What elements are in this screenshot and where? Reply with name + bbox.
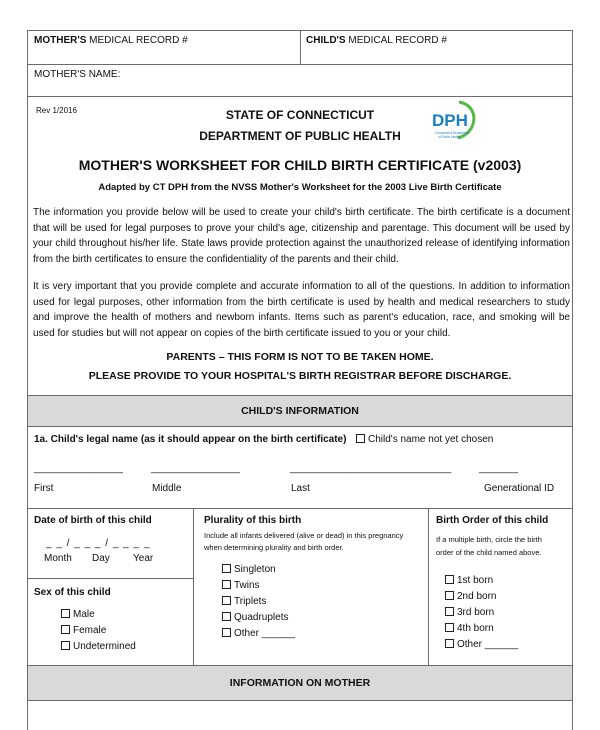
childs-record-bold: CHILD'S bbox=[306, 35, 346, 46]
notice-line-2: PLEASE PROVIDE TO YOUR HOSPITAL'S BIRTH REGISTRAR BEFORE DISCHARGE. bbox=[88, 370, 512, 382]
last-label: Last bbox=[291, 483, 310, 494]
birth-order-note-2: order of the child named above. bbox=[436, 548, 542, 557]
birth-order-option-4th[interactable] bbox=[445, 623, 494, 634]
form-subtitle: Adapted by CT DPH from the NVSS Mother's Worksheet for the 2003 Live Birth Certificate bbox=[98, 182, 502, 193]
checkbox-icon[interactable] bbox=[222, 596, 231, 605]
svg-text:of Public Health: of Public Health bbox=[438, 135, 461, 139]
mother-header-bottom bbox=[27, 700, 573, 701]
checkbox-icon[interactable] bbox=[222, 564, 231, 573]
mothers-name-line bbox=[27, 96, 573, 97]
plurality-option-quadruplets[interactable] bbox=[222, 612, 288, 623]
dph-logo-text: DPH bbox=[432, 111, 468, 130]
sex-label: Sex of this child bbox=[34, 587, 111, 598]
dph-logo-icon bbox=[429, 100, 477, 144]
middle-label: Middle bbox=[152, 483, 182, 494]
plurality-option-label: Other ______ bbox=[234, 628, 296, 639]
dob-label: Date of birth of this child bbox=[34, 515, 152, 526]
state-title: STATE OF CONNECTICUT bbox=[225, 108, 375, 122]
sex-option-male[interactable] bbox=[61, 609, 95, 620]
birth-order-note-1: If a multiple birth, circle the birth bbox=[436, 535, 542, 544]
checkbox-icon[interactable] bbox=[445, 607, 454, 616]
mothers-medical-record-field[interactable] bbox=[34, 35, 188, 46]
svg-text:Connecticut Department: Connecticut Department bbox=[435, 131, 470, 135]
checkbox-icon[interactable] bbox=[445, 623, 454, 632]
checkbox-icon[interactable] bbox=[61, 625, 70, 634]
birth-order-option-2nd[interactable] bbox=[445, 591, 496, 602]
mothers-name-field[interactable]: MOTHER'S NAME: bbox=[34, 69, 121, 80]
checkbox-icon[interactable] bbox=[222, 612, 231, 621]
child-section-heading: CHILD'S INFORMATION bbox=[241, 405, 359, 417]
intro-paragraph-2: It is very important that you provide complete and accurate information to all of the questions. In addition to information used for legal purposes, other information from the birth certificate is used by health and medical researchers to study and improve the health of mothers and newborn infants. Items such as parent's education, race, and smoking will be used for studies but will not appear on copies of the birth certificate issued to you or your child. bbox=[33, 281, 570, 339]
year-label: Year bbox=[133, 553, 154, 564]
header-row-line bbox=[27, 64, 573, 65]
plurality-option-label: Twins bbox=[234, 580, 260, 591]
last-name-input[interactable]: _____________________________ bbox=[290, 463, 452, 474]
checkbox-icon[interactable] bbox=[61, 609, 70, 618]
birth-order-option-1st[interactable] bbox=[445, 575, 493, 586]
plurality-option-singleton[interactable] bbox=[222, 564, 276, 575]
plurality-option-twins[interactable] bbox=[222, 580, 260, 591]
mother-section-heading: INFORMATION ON MOTHER bbox=[229, 677, 371, 689]
checkbox-icon[interactable] bbox=[222, 580, 231, 589]
revision-label: Rev 1/2016 bbox=[36, 106, 77, 115]
plurality-option-other[interactable] bbox=[222, 628, 295, 639]
checkbox-icon[interactable] bbox=[445, 639, 454, 648]
sex-option-label: Undetermined bbox=[73, 641, 136, 652]
column-divider-2 bbox=[428, 508, 429, 665]
plurality-note-2: when determining plurality and birth order. bbox=[204, 543, 344, 552]
birth-order-option-other[interactable] bbox=[445, 639, 518, 650]
notice-line-1: PARENTS – THIS FORM IS NOT TO BE TAKEN HOME. bbox=[166, 351, 434, 363]
dph-logo bbox=[429, 100, 477, 144]
name-not-chosen-option[interactable] bbox=[356, 434, 493, 445]
generational-id-label: Generational ID bbox=[484, 483, 555, 494]
name-not-chosen-label: Child's name not yet chosen bbox=[368, 434, 494, 445]
child-header-bottom bbox=[27, 426, 573, 427]
first-label: First bbox=[34, 483, 54, 494]
first-name-input[interactable]: ________________ bbox=[34, 463, 123, 474]
day-label: Day bbox=[92, 553, 110, 564]
childs-record-label: MEDICAL RECORD # bbox=[345, 35, 447, 46]
checkbox-icon[interactable] bbox=[445, 575, 454, 584]
department-title: DEPARTMENT OF PUBLIC HEALTH bbox=[199, 129, 401, 143]
birth-order-option-label: 4th born bbox=[457, 623, 494, 634]
sex-option-label: Female bbox=[73, 625, 107, 636]
intro-paragraph-1: The information you provide below will be used to create your child's birth certificate. The birth certificate is a document that will be used for legal purposes to prove your child's age, citizenship and parentage. This document will be used by your child throughout his/her life. State laws provide protection against the unauthorized release of identifying information from the birth certificates to ensure the confidentiality of the parents and their child. bbox=[33, 207, 570, 265]
birth-order-option-label: 2nd born bbox=[457, 591, 497, 602]
sex-option-female[interactable] bbox=[61, 625, 106, 636]
name-row-bottom bbox=[27, 508, 573, 509]
checkbox-icon[interactable] bbox=[61, 641, 70, 650]
form-title: MOTHER'S WORKSHEET FOR CHILD BIRTH CERTIFICATE (v2003) bbox=[78, 157, 522, 173]
generational-id-input[interactable]: _______ bbox=[479, 463, 518, 474]
mothers-record-bold: MOTHER'S bbox=[34, 35, 87, 46]
legal-name-label: 1a. Child's legal name (as it should appear on the birth certificate) bbox=[34, 434, 347, 445]
sex-option-label: Male bbox=[73, 609, 95, 620]
birth-order-option-3rd[interactable] bbox=[445, 607, 494, 618]
middle-name-input[interactable]: ________________ bbox=[151, 463, 240, 474]
dob-input[interactable]: _ _ / _ _ _ / _ _ _ _ bbox=[46, 538, 151, 549]
birth-order-option-label: 3rd born bbox=[457, 607, 495, 618]
checkbox-icon[interactable] bbox=[222, 628, 231, 637]
birth-order-option-label: 1st born bbox=[457, 575, 494, 586]
checkbox-icon[interactable] bbox=[445, 591, 454, 600]
birth-order-option-label: Other ______ bbox=[457, 639, 519, 650]
header-divider bbox=[300, 30, 301, 64]
plurality-note-1: Include all infants delivered (alive or dead) in this pregnancy bbox=[204, 531, 404, 540]
column-divider-1 bbox=[193, 508, 194, 665]
checkbox-icon[interactable] bbox=[356, 434, 365, 443]
plurality-option-label: Quadruplets bbox=[234, 612, 289, 623]
plurality-label: Plurality of this birth bbox=[204, 515, 302, 526]
plurality-option-label: Triplets bbox=[234, 596, 267, 607]
month-label: Month bbox=[44, 553, 72, 564]
mothers-record-label: MEDICAL RECORD # bbox=[86, 35, 188, 46]
birth-order-label: Birth Order of this child bbox=[436, 515, 549, 526]
plurality-option-label: Singleton bbox=[234, 564, 276, 575]
childs-medical-record-field[interactable] bbox=[306, 35, 447, 46]
dob-row-bottom bbox=[27, 578, 193, 579]
sex-option-undetermined[interactable] bbox=[61, 641, 136, 652]
plurality-option-triplets[interactable] bbox=[222, 596, 266, 607]
